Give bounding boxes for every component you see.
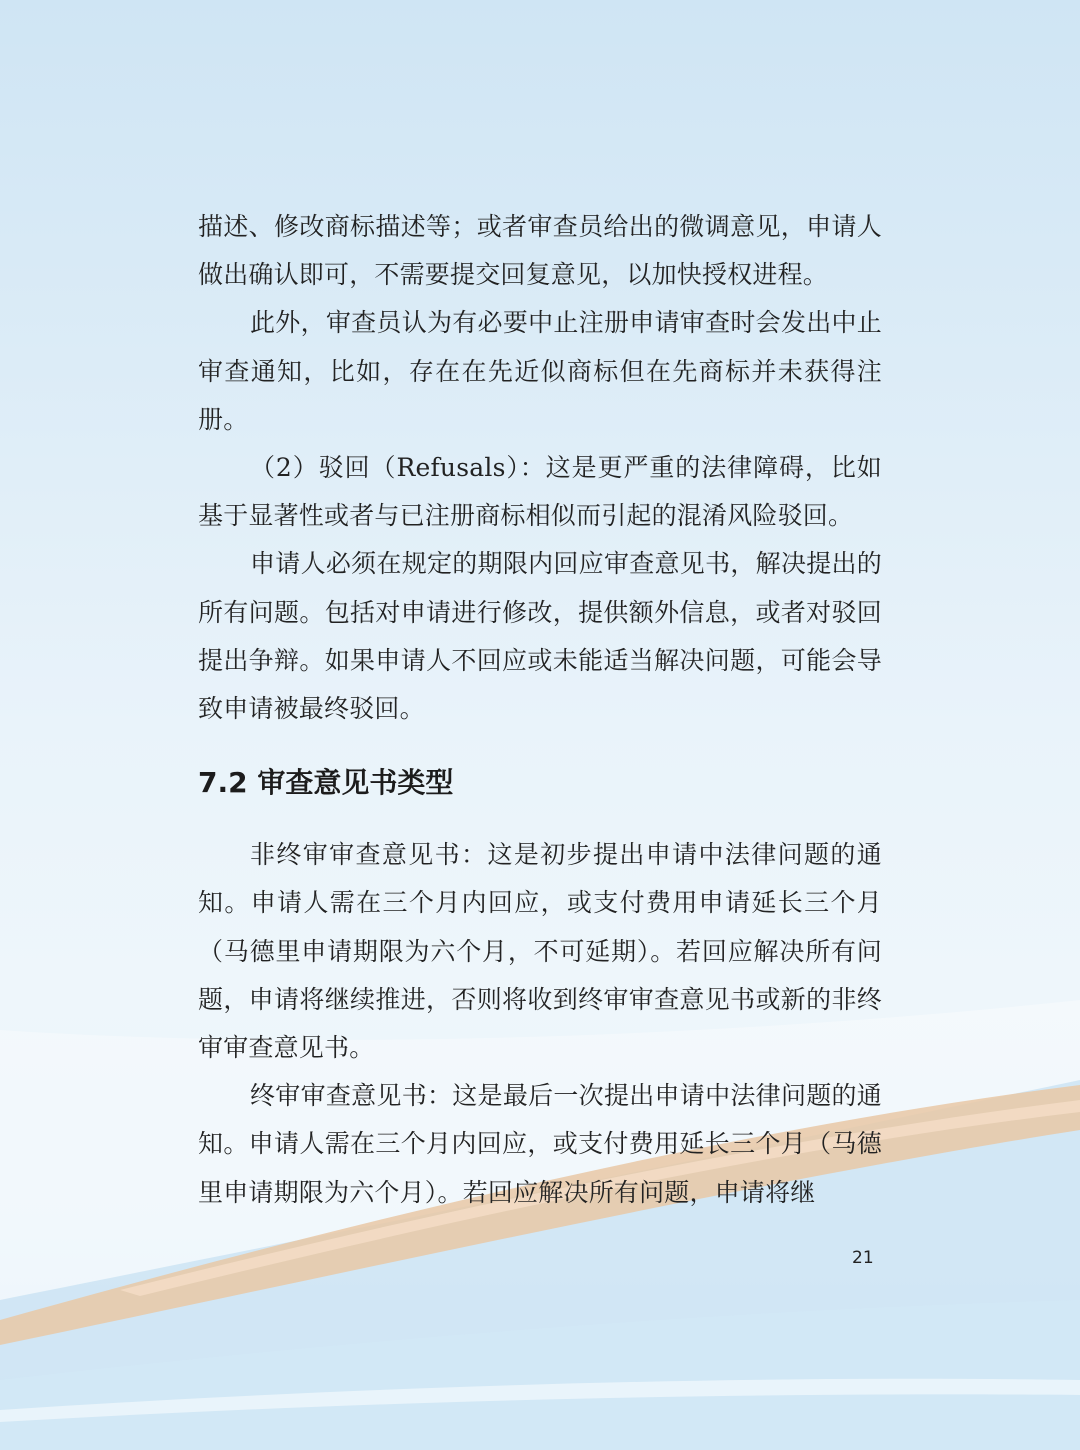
paragraph-suspension-notice: 此外，审查员认为有必要中止注册申请审查时会发出中止审查通知，比如，存在在先近似商标但在先商标并未获得注册。 — [198, 308, 882, 434]
paragraph-continued: 描述、修改商标描述等；或者审查员给出的微调意见，申请人做出确认即可，不需要提交回复意见，以加快授权进程。 — [198, 212, 882, 290]
section-heading: 7.2 审查意见书类型 — [198, 766, 454, 800]
paragraph-refusals: （2）驳回（Refusals）：这是更严重的法律障碍，比如基于显著性或者与已注册商标相似而引起的混淆风险驳回。 — [198, 453, 882, 531]
document-body — [198, 203, 882, 1217]
paragraph-non-final-action: 非终审审查意见书：这是初步提出申请中法律问题的通知。申请人需在三个月内回应，或支付费用申请延长三个月（马德里申请期限为六个月，不可延期）。若回应解决所有问题，申请将继续推进，否则将收到终审审查意见书或新的非终审审查意见书。 — [198, 840, 882, 1063]
page-number: 21 — [852, 1248, 874, 1268]
paragraph-response-requirement: 申请人必须在规定的期限内回应审查意见书，解决提出的所有问题。包括对申请进行修改，提供额外信息，或者对驳回提出争辩。如果申请人不回应或未能适当解决问题，可能会导致申请被最终驳回。 — [198, 549, 882, 724]
paragraph-final-action: 终审审查意见书：这是最后一次提出申请中法律问题的通知。申请人需在三个月内回应，或支付费用延长三个月（马德里申请期限为六个月）。若回应解决所有问题，申请将继 — [198, 1081, 882, 1207]
